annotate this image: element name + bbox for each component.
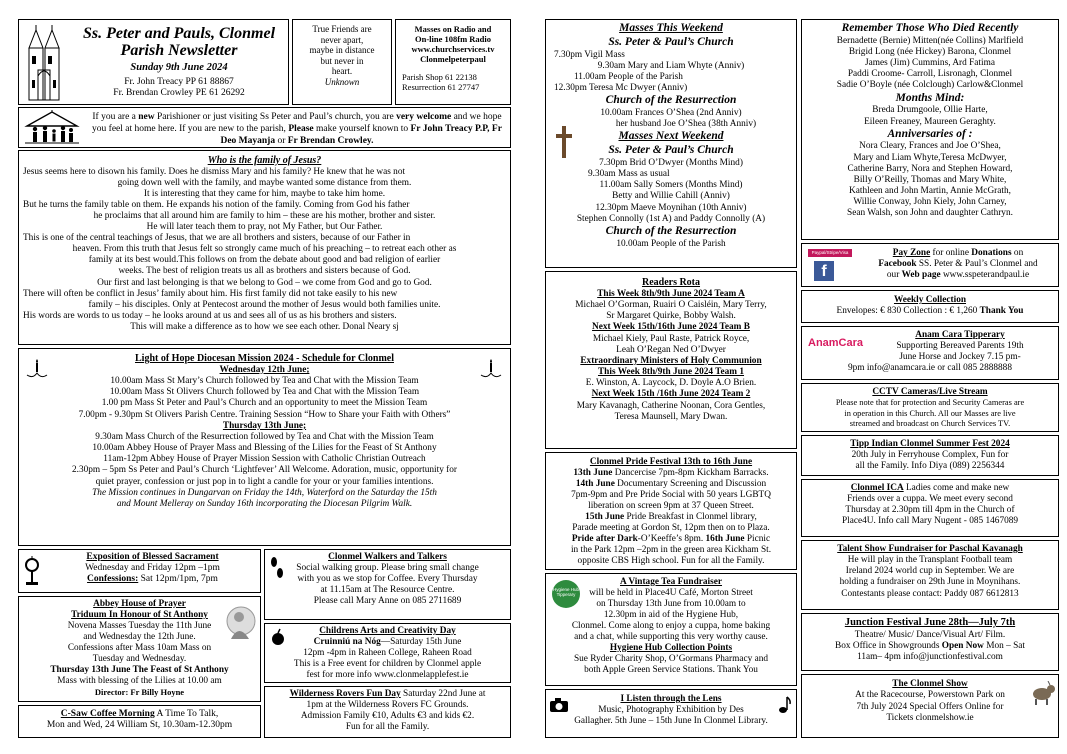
mass-line: Betty and Willie Cahill (Anniv) <box>612 191 730 202</box>
deceased-name: Bernadette (Bernie) Mitten(née Collins) Marlfield <box>836 35 1024 46</box>
tipp-fest-box <box>801 435 1059 476</box>
readers-names: Michael O’Gorman, Ruairi O Caisléin, Mary Terry, <box>575 300 767 311</box>
welcome-seg: or <box>275 135 288 146</box>
anam-title: Anam Cara Tipperary <box>915 330 1005 340</box>
junction-line: Theatre/ Music/ Dance/Visual Art/ Film. <box>854 629 1006 640</box>
pride-line <box>546 468 796 479</box>
pride-line: in the Park 12pm –2pm in the green area Kickham St. <box>570 544 772 555</box>
payment-badge: Paypal/Stripe/Visa <box>808 249 852 257</box>
ica-box <box>801 479 1059 537</box>
pride-line <box>546 512 796 523</box>
payzone-seg: Donations <box>971 248 1012 258</box>
pride-title: Clonmel Pride Festival 13th to 16th June <box>589 457 753 467</box>
hygiene-hub-logo: Hygiene Hub Tipperary <box>552 580 580 608</box>
mission-item: 10.00am Mass St Mary’s Church followed by Tea and Chat with the Mission Team <box>110 376 419 387</box>
article-line: Our first and last belonging is that we belong to God – we come from God and go to God. <box>97 277 432 288</box>
anniversary-line: Willie Conway, John Kiely, John Carney, <box>853 197 1007 208</box>
church-name: Ss. Peter & Paul’s Church <box>608 35 734 48</box>
pride-line <box>546 534 796 545</box>
talent-title: Talent Show Fundraiser for Paschal Kavanagh <box>837 544 1023 554</box>
mission-day: Wednesday 12th June; <box>219 365 310 375</box>
family-church-icon <box>23 110 81 146</box>
ica-title-line <box>802 483 1058 494</box>
pride-date: 14th June <box>575 478 615 489</box>
ministers-week: This Week 8th/9th June 2024 Team 1 <box>597 367 745 378</box>
quote-line: heart. <box>331 66 353 77</box>
newsletter-subtitle: Parish Newsletter <box>120 41 238 59</box>
welcome-text <box>87 112 507 148</box>
quote-line: maybe in distance <box>309 45 375 56</box>
mission-schedule <box>18 348 511 546</box>
vintage-title: A Vintage Tea Fundraiser <box>619 577 723 587</box>
anam-cara-box <box>801 326 1059 380</box>
pride-line: Parade meeting at Gordon St, 12pm then on to Plaza. <box>572 522 770 533</box>
abbey-line: and Wednesday the 12th June. <box>83 631 196 642</box>
vintage-line: on Thursday 13th June from 10.00am to <box>596 598 746 609</box>
lens-line: Gallagher. 5th June – 15th June In Clonmel Library. <box>574 715 768 726</box>
payzone-box <box>801 243 1059 287</box>
quote-line: True Friends are <box>312 24 372 34</box>
lens-title: I Listen through the Lens <box>620 694 722 704</box>
deceased-name: James (Jim) Cummins, Ard Fatima <box>865 58 995 69</box>
anam-line: June Horse and Jockey 7.15 pm- <box>899 352 1021 363</box>
childrens-date-line <box>265 637 510 648</box>
readers-names: Sr Margaret Quirke, Bobby Walsh. <box>606 311 736 322</box>
mass-line: 9.30am Mass as usual <box>588 169 670 180</box>
pride-line: 7pm-9pm and Pre Pride Social with 50 years LGBTQ <box>571 489 771 500</box>
welcome-seg: If you are a <box>92 112 139 122</box>
apple-icon <box>269 628 287 646</box>
ica-line: Thursday at 2.30pm till 4pm in the Church of <box>845 505 1015 516</box>
welcome-box <box>18 107 511 148</box>
anam-cara-logo: AnamCara <box>808 337 864 349</box>
mission-item: 11am-12pm Abbey House of Prayer Mission Session with Catholic Christian Outreach <box>103 454 426 465</box>
family-article <box>18 150 511 345</box>
right-page <box>545 19 1059 738</box>
payzone-text <box>860 248 1056 281</box>
collection-points-line: both Apple Green Service Stations. Thank You <box>584 664 758 675</box>
deceased-name: Paddi Croome- Carroll, Lisronagh, Clonmel <box>847 69 1013 80</box>
vintage-line: will be held in Place4U Café, Morton Street <box>589 587 753 598</box>
quote-box <box>292 19 392 105</box>
pride-text: -O’Keeffe’s 8pm. <box>637 533 706 544</box>
anniversary-line: Catherine Barry, Nora and Stephen Howard, <box>847 163 1013 174</box>
walkers-line: Please call Mary Anne on 085 2711689 <box>313 596 462 607</box>
payzone-title: Pay Zone <box>892 248 931 258</box>
pride-line: opposite CBS High school. Fun for all the Family. <box>577 555 765 566</box>
junction-seg: Box Office in Showgrounds <box>835 640 942 651</box>
mass-line: 12.30pm Maeve Moynihan (10th Anniv) <box>595 202 747 213</box>
payzone-seg: for online <box>930 248 972 258</box>
clonmel-show-box <box>801 674 1059 738</box>
pride-line <box>546 479 796 490</box>
anniversaries-title: Anniversaries of : <box>887 127 973 140</box>
pride-date: 15th June <box>585 511 625 522</box>
article-title: Who is the family of Jesus? <box>207 155 322 166</box>
vintage-line: Clonmel. Come along to enjoy a cuppa, home baking <box>571 620 771 631</box>
readers-title: Readers Rota <box>641 277 701 288</box>
junction-open: Open Now <box>941 640 984 651</box>
rovers-line: Fun for all the Family. <box>345 721 430 732</box>
walkers-line: with you as we stop for Coffee. Every Thursday <box>297 574 478 585</box>
coffee-title-line <box>19 709 260 720</box>
junction-festival-box <box>801 613 1059 671</box>
mass-line: 10.00am People of the Parish <box>616 238 726 249</box>
exposition-title: Exposition of Blessed Sacrament <box>86 552 219 562</box>
newsletter-date: Sunday 9th June 2024 <box>130 61 228 73</box>
junction-title: Junction Festival June 28th—July 7th <box>844 617 1016 628</box>
exposition-box <box>18 549 261 593</box>
pride-line: liberation on screen 9pm at 37 Queen Street. <box>588 500 754 511</box>
payzone-seg: Web page <box>901 270 941 281</box>
childrens-line: 12pm -4pm in Raheen College, Raheen Road <box>303 647 472 658</box>
ica-line: Friends over a cuppa. We meet every second <box>847 494 1013 505</box>
cctv-line: in operation in this Church. All our Masses are live <box>844 408 1016 418</box>
mass-line: 12.30pm Teresa Mc Dwyer (Anniv) <box>554 83 688 94</box>
pride-text: Documentary Screening and Discussion <box>614 478 767 489</box>
childrens-day-box <box>264 623 511 683</box>
coffee-title: C-Saw Coffee Morning <box>60 709 155 719</box>
readers-week: Next Week 15th/16th June 2024 Team B <box>592 322 750 333</box>
walkers-title: Clonmel Walkers and Talkers <box>328 552 447 562</box>
childrens-title: Childrens Arts and Creativity Day <box>319 626 456 636</box>
welcome-seg: Please <box>288 123 314 134</box>
confession-line <box>45 574 260 585</box>
tipp-title: Tipp Indian Clonmel Summer Fest 2024 <box>850 439 1010 449</box>
radio-line: On-line 108fm Radio <box>414 34 492 45</box>
walkers-line: Social walking group. Please bring small change <box>296 563 479 574</box>
anniversary-line: Nora Cleary, Frances and Joe O’Shea, <box>859 141 1001 152</box>
abbey-line: Tuesday and Wednesday. <box>92 653 187 664</box>
rovers-line: 1pm at the Wilderness Rovers FC Grounds. <box>306 699 469 710</box>
junction-seg: Mon – Sat <box>983 640 1025 651</box>
article-line: family – his disciples. Only at Pentecost around the mother of Jesus would both families unite. <box>88 299 441 310</box>
ministers-names: Mary Kavanagh, Catherine Noonan, Cora Gentles, <box>576 400 766 411</box>
rovers-line: Admission Family €10, Adults €3 and kids €2. <box>300 710 475 721</box>
collection-amounts <box>802 306 1058 317</box>
vintage-line: and a chat, while supporting this very worthy cause. <box>574 631 768 642</box>
months-mind-line: Breda Drumgoole, Ollie Harte, <box>872 105 988 116</box>
mission-item: 10.00am Mass St Olivers Church followed by Tea and Chat with the Mission Team <box>109 387 420 398</box>
quote-line: never apart, <box>320 34 364 45</box>
collection-points-line: Sue Ryder Charity Shop, O’Gormans Pharmacy and <box>573 653 769 664</box>
junction-box-office <box>802 641 1058 652</box>
childrens-url: fest for more info www.clonmelapplefest.ie <box>306 669 469 680</box>
abbey-subtitle: Triduum In Honour of St Anthony <box>71 609 208 620</box>
deceased-name: Brigid Long (née Hickey) Barona, Clonmel <box>848 46 1012 57</box>
childrens-line: This is a Free event for children by Clonmel apple <box>293 658 482 669</box>
article-line: He will later teach them to pray, not My Father, but Our Father. <box>146 222 383 233</box>
ministers-title: Extraordinary Ministers of Holy Communion <box>580 355 762 366</box>
readers-names: Leah O’Regan Ned O’Dwyer <box>616 344 726 355</box>
abbey-blessing: Mass with blessing of the Lilies at 10.00 am <box>57 675 222 686</box>
coffee-morning-box <box>18 705 261 738</box>
mission-day: Thursday 13th June; <box>222 420 307 431</box>
exposition-times: Wednesday and Friday 12pm –1pm <box>85 563 220 574</box>
readers-names: Michael Kiely, Paul Raste, Patrick Royce, <box>592 333 750 344</box>
mass-line: 7.30pm Brid O’Dwyer (Months Mind) <box>599 157 743 168</box>
welcome-seg: Fr Brendan Crowley. <box>287 135 374 146</box>
welcome-seg: make yourself known to <box>313 123 411 134</box>
welcome-seg: Fr John Treacy P.P, Fr Deo Mayanja <box>220 123 502 146</box>
welcome-seg: welcome <box>416 112 452 122</box>
mission-title: Light of Hope Diocesan Mission 2024 - Schedule for Clonmel <box>135 353 394 364</box>
hands-candle-icon <box>479 357 503 381</box>
mission-item: 7.00pm - 9.30pm St Olivers Parish Centre. Training Session “How to Share your Faith with Others” <box>78 409 451 420</box>
payzone-seg: Facebook <box>878 259 917 270</box>
cctv-line: streamed and broadcast on Church Services TV. <box>849 418 1011 428</box>
pride-text: Picnic <box>744 533 771 544</box>
abbey-line: Confessions after Mass 10am Mass on <box>67 642 212 653</box>
collection-title: Weekly Collection <box>893 295 967 305</box>
ica-title: Clonmel ICA <box>850 483 904 493</box>
cctv-box <box>801 383 1059 432</box>
lens-exhibition-box <box>545 689 797 738</box>
talent-line: He will play in the Transplant Football team <box>847 555 1013 566</box>
anniversary-line: Mary and Liam Whyte,Teresa McDwyer, <box>853 152 1007 163</box>
cctv-line: Please note that for protection and Security Cameras are <box>835 398 1025 408</box>
ministers-names: E. Winston, A. Laycock, D. Doyle A.O Brien. <box>585 378 757 389</box>
confession-label: Confessions: <box>87 574 139 585</box>
mass-line: Stephen Connolly (1st A) and Paddy Connolly (A) <box>576 213 766 224</box>
mission-item: 9.30am Mass Church of the Resurrection followed by Tea and Chat with the Mission Team <box>95 431 434 442</box>
pride-text: Pride Breakfast in Clonmel library, <box>624 511 757 522</box>
rovers-box <box>264 686 511 738</box>
mission-item: 10.00am Abbey House of Prayer Mass and Blessing of the Lilies for the Feast of St Anthony <box>92 443 437 454</box>
footprints-icon <box>269 556 285 580</box>
mission-item: quiet prayer, confession or just pop in to light a candle for your or your families intentions. <box>95 476 434 487</box>
pride-date: 13th June <box>573 467 613 478</box>
article-line: This will make a difference as to how we see each other. Donal Neary sj <box>130 321 399 332</box>
remember-title: Remember Those Who Died Recently <box>841 22 1019 34</box>
vintage-line: 12.30pm in aid of the Hygiene Hub, <box>603 609 739 620</box>
camera-icon <box>550 698 568 712</box>
show-line: 7th July 2024 Special Offers Online for <box>856 701 1004 712</box>
confession-times: Sat 12pm/1pm, 7pm <box>138 574 218 585</box>
mass-line: 9.30am Mary and Liam Whyte (Anniv) <box>597 60 745 71</box>
abbey-title: Abbey House of Prayer <box>93 599 186 609</box>
masses-next-weekend: Masses Next Weekend <box>618 130 724 143</box>
ministers-names: Teresa Maunsell, Mary Dwan. <box>614 411 728 422</box>
masses-this-weekend: Masses This Weekend <box>619 22 723 34</box>
mission-item: 1.00 pm Mass St Peter and Paul’s Church and an opportunity to meet the Mission Team <box>101 398 428 409</box>
pride-date: 16th June <box>705 533 745 544</box>
monstrance-icon <box>22 556 42 586</box>
rovers-title: Wilderness Rovers Fun Day <box>289 689 401 699</box>
anam-line: Supporting Bereaved Parents 19th <box>896 341 1024 352</box>
radio-url: www.churchservices.tv <box>411 44 495 55</box>
mission-note: and Mount Melleray on Sunday 16th incorporating the Diocesan Pilgrim Walk. <box>116 498 413 509</box>
talent-line: holding a fundraiser on 29th June in Moynihans. <box>839 577 1021 588</box>
music-note-icon <box>778 696 792 714</box>
article-line: Jesus seems here to disown his family. Does he dismiss Mary and his family? He knew that he was not <box>23 166 406 177</box>
readers-rota-box <box>545 271 797 449</box>
newsletter-title: Ss. Peter and Pauls, Clonmel <box>82 25 276 42</box>
quote-line: but never in <box>320 55 364 66</box>
mass-line: her husband Joe O’Shea (38th Anniv) <box>615 119 757 130</box>
rovers-date: Saturday 22nd June at <box>400 689 486 699</box>
junction-line: 11am– 4pm info@junctionfestival.com <box>857 651 1003 662</box>
mass-line: 10.00am Frances O’Shea (2nd Anniv) <box>600 108 742 119</box>
church-name: Church of the Resurrection <box>605 94 737 107</box>
anniversary-line: Sean Walsh, son John and daughter Cathryn. <box>847 208 1013 219</box>
abbey-director: Director: Fr Billy Hoyne <box>94 686 185 697</box>
goat-icon <box>1028 681 1056 705</box>
hands-candle-icon <box>25 357 49 381</box>
collection-thanks: Thank You <box>979 305 1024 316</box>
payzone-seg: www.sspeterandpaul.ie <box>940 270 1030 281</box>
article-line: heaven. From this truth that Jesus felt so strongly came much of his preaching – to retreat each other as <box>72 244 457 255</box>
deceased-name: Sadie O’Boyle (née Colclough) Carlow&Clonmel <box>836 80 1024 91</box>
cross-icon <box>556 126 572 158</box>
abbey-box <box>18 596 261 702</box>
quote-author: Unknown <box>324 77 360 88</box>
childrens-irish-name: Cruinniú na Nóg <box>313 636 381 647</box>
left-page <box>18 19 511 738</box>
anniversary-line: Kathleen and John Martin, Annie McGrath, <box>849 186 1011 197</box>
welcome-seg: new <box>138 112 155 122</box>
welcome-seg: Parishioner or just visiting Ss Peter and Paul’s church, you are <box>154 112 397 122</box>
show-line: At the Racecourse, Powerstown Park on <box>855 690 1005 701</box>
months-mind-line: Eileen Freaney, Maureen Geraghty. <box>864 116 996 127</box>
mass-line: 11.00am People of the Parish <box>574 71 683 82</box>
walkers-line: at 11.15am at The Resource Centre. <box>320 585 455 596</box>
header-box <box>18 19 289 105</box>
vintage-tea-box <box>545 573 797 686</box>
coffee-details: Mon and Wed, 24 William St, 10.30am-12.30pm <box>46 720 233 731</box>
ica-line: Place4U. Info call Mary Nugent - 085 1467089 <box>841 516 1019 527</box>
article-line: But he turns the family table on them. He expands his notion of the family. Coming from God his father <box>23 200 410 211</box>
abbey-feast: Thursday 13th June The Feast of St Anthony <box>50 664 229 675</box>
radio-account: Clonmelpeterpaul <box>420 54 486 65</box>
ministers-week: Next Week 15th /16th June 2024 Team 2 <box>591 389 751 400</box>
cctv-title: CCTV Cameras/Live Stream <box>872 387 988 397</box>
collection-box <box>801 290 1059 323</box>
collection-text: Envelopes: € 830 Collection : € 1,260 <box>836 305 980 316</box>
radio-line: Masses on Radio and <box>414 24 492 34</box>
priest-pp: Fr. John Treacy PP 61 88867 <box>124 76 234 87</box>
childrens-date: —Saturday 15th June <box>380 636 462 647</box>
resurrection-phone: Resurrection 61 27747 <box>402 82 480 93</box>
anniversary-line: Billy O’Reilly, Thomas and Mary White, <box>853 174 1007 185</box>
priest-pe: Fr. Brendan Crowley PE 61 26292 <box>113 88 245 99</box>
church-icon <box>23 24 65 102</box>
coffee-tagline: A Time To Talk, <box>154 709 219 719</box>
radio-box <box>395 19 511 105</box>
ica-tagline: Ladies come and make new <box>903 483 1010 493</box>
article-line: weeks. The best of religion treats us all as brothers and sisters because of God. <box>118 266 411 277</box>
article-line: he proclaims that all around him are family to him – these are his mother, brother and sister. <box>93 211 436 222</box>
st-anthony-icon <box>225 605 257 643</box>
show-title: The Clonmel Show <box>892 679 968 689</box>
masses-box <box>545 19 797 268</box>
church-name: Church of the Resurrection <box>605 224 737 237</box>
welcome-seg: very <box>396 112 415 122</box>
talent-line: Ireland 2024 world cup in September. We are <box>845 566 1015 577</box>
article-line: family at its best would.This follows on from the debate about good and bad religion of earlier <box>88 255 441 266</box>
pride-event: Pride after Dark <box>571 533 638 544</box>
lens-line: Music, Photography Exhibition by Des <box>598 704 744 715</box>
article-line: going down well with the family, and maybe wanted some distance from them. <box>117 177 412 188</box>
months-mind-title: Months Mind: <box>895 91 965 104</box>
article-line: His words are words to us today – he looks around at us and sees all of us as his brothers and sisters. <box>23 310 397 321</box>
church-name: Ss. Peter & Paul’s Church <box>608 144 734 157</box>
mass-line: 11.00am Sally Somers (Months Mind) <box>599 180 743 191</box>
readers-week: This Week 8th/9th June 2024 Team A <box>597 289 745 299</box>
welcome-seg: and we hope you feel at home here. If you are new to the parish, <box>92 112 502 134</box>
article-line: There will often be conflict in Jesus’ family about him. His first family did not take easily to his new <box>23 288 398 299</box>
payzone-seg: on <box>1011 248 1024 258</box>
mission-note: The Mission continues in Dungarvan on Friday the 14th, Waterford on the Saturday the 15th <box>92 487 437 498</box>
tipp-line: 20th July in Ferryhouse Complex, Fun for <box>851 449 1009 460</box>
rovers-title-line <box>265 689 510 700</box>
article-line: This is one of the central teachings of Jesus, that we are all brothers and sisters, because of our Father in <box>23 233 411 244</box>
anam-line: 9pm info@anamcara.ie or call 085 2888888 <box>848 363 1012 374</box>
abbey-line: Novena Masses Tuesday the 11th June <box>67 620 212 631</box>
facebook-icon: f <box>814 261 834 281</box>
payzone-seg: our <box>886 270 902 281</box>
parish-shop-phone: Parish Shop 61 22138 <box>402 72 477 83</box>
tipp-line: all the Family. Info Diya (089) 2256344 <box>855 460 1005 471</box>
show-line: Tickets clonmelshow.ie <box>886 712 974 723</box>
mission-item: 2.30pm – 5pm Ss Peter and Paul’s Church ‘Lightfever’ All Welcome. Adoration, music, opportunity for <box>71 465 458 476</box>
mass-line: 7.30pm Vigil Mass <box>554 49 625 60</box>
pride-festival-box <box>545 452 797 570</box>
remember-box <box>801 19 1059 240</box>
payzone-seg: SS. Peter & Paul’s Clonmel and <box>916 259 1038 270</box>
collection-points-title: Hygiene Hub Collection Points <box>609 642 733 653</box>
walkers-box <box>264 549 511 620</box>
talent-show-box <box>801 540 1059 610</box>
article-line: It is interesting that they came for him, maybe to take him home. <box>143 189 386 200</box>
pride-text: Dancercise 7pm-8pm Kickham Barracks. <box>612 467 769 478</box>
talent-line: Contestants please contact: Paddy 087 6612813 <box>841 588 1019 599</box>
